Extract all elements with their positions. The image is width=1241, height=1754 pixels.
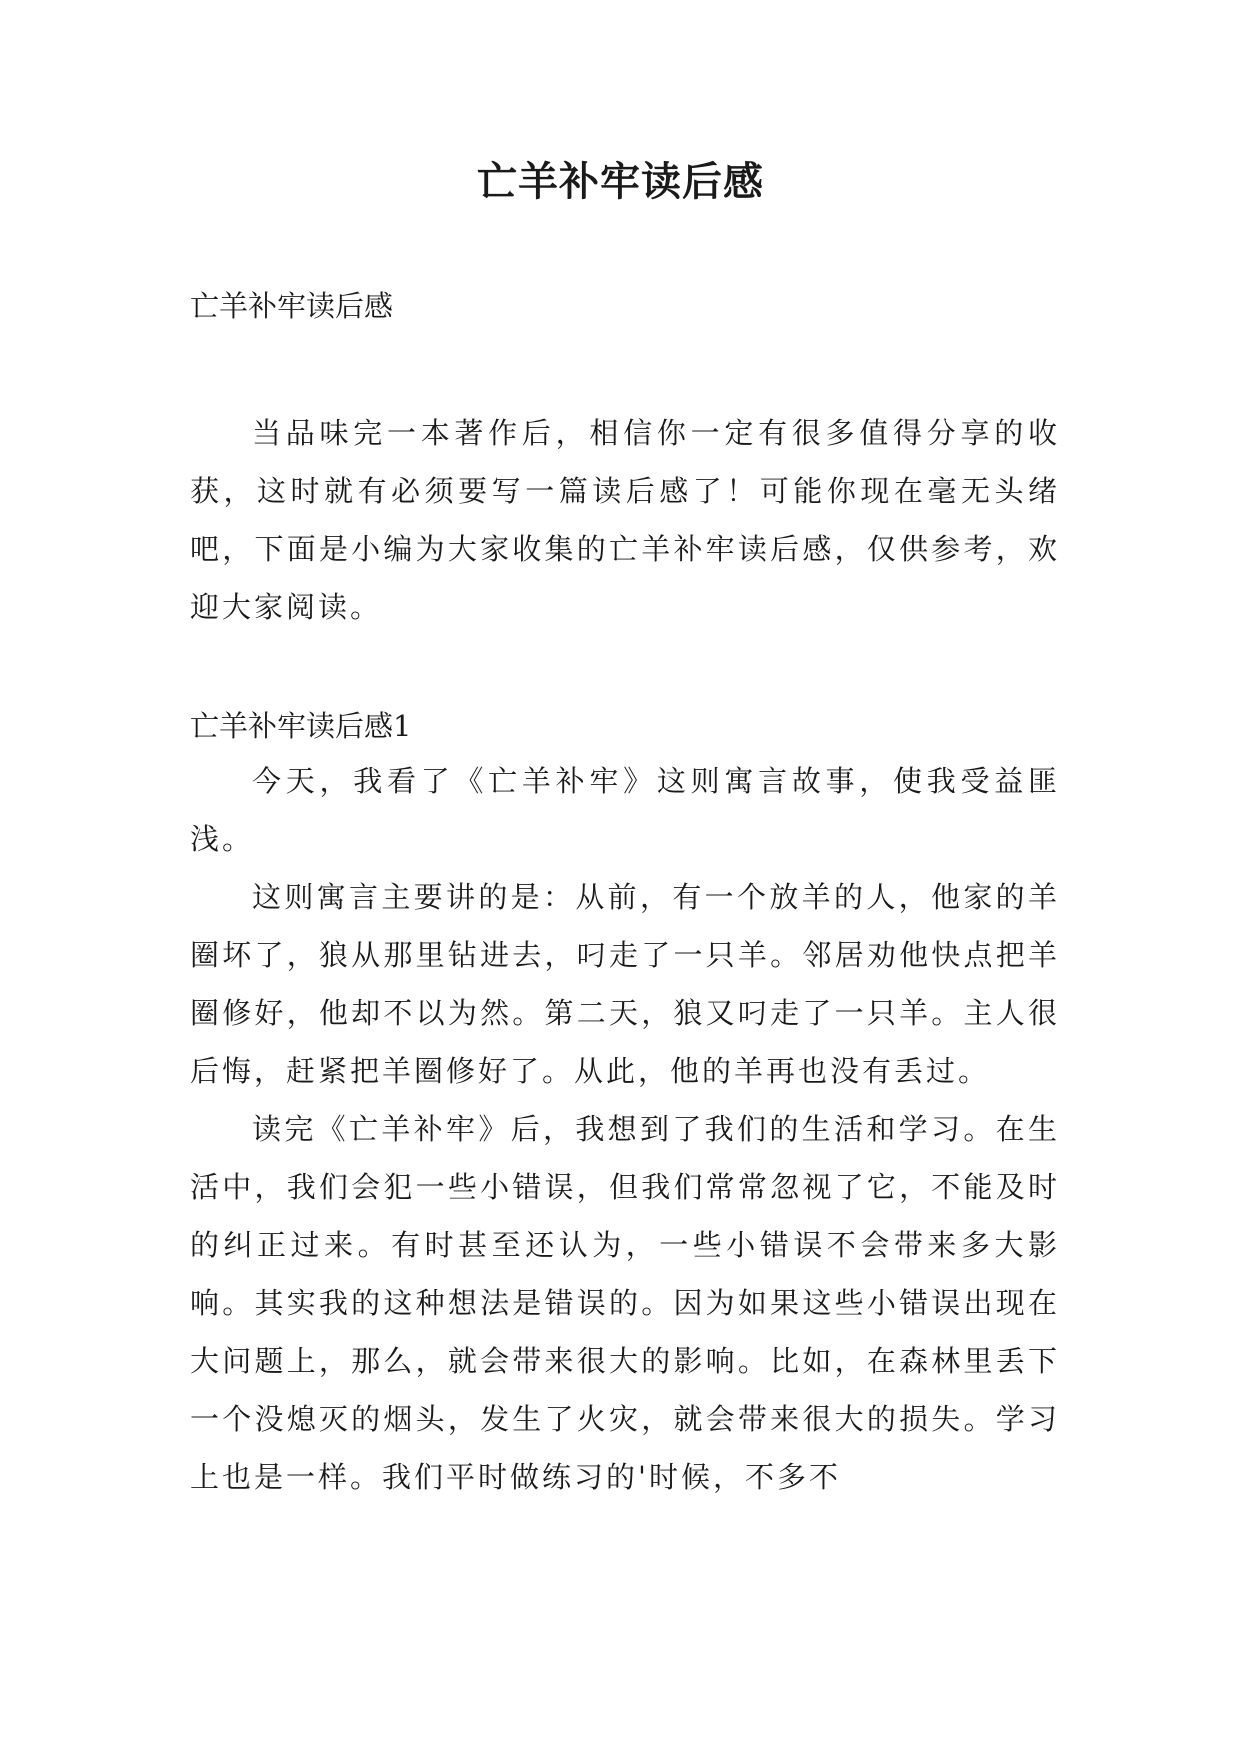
intro-block (190, 404, 1060, 636)
essay-body (190, 752, 1060, 1506)
document-subtitle: 亡羊补牢读后感 (190, 289, 394, 323)
essay-paragraph-1: 今天，我看了《亡羊补牢》这则寓言故事，使我受益匪浅。 (190, 764, 1060, 856)
intro-paragraph: 当品味完一本著作后，相信你一定有很多值得分享的收获，这时就有必须要写一篇读后感了！可能你现在毫无头绪吧，下面是小编为大家收集的亡羊补牢读后感，仅供参考，欢迎大家阅读。 (190, 416, 1060, 624)
essay-paragraph-2: 这则寓言主要讲的是：从前，有一个放羊的人，他家的羊圈坏了，狼从那里钻进去，叼走了一只羊。邻居劝他快点把羊圈修好，他却不以为然。第二天，狼又叼走了一只羊。主人很后悔，赶紧把羊圈修好了。从此，他的羊再也没有丢过。 (190, 880, 1060, 1088)
section-heading: 亡羊补牢读后感1 (190, 709, 412, 743)
essay-paragraph-3: 读完《亡羊补牢》后，我想到了我们的生活和学习。在生活中，我们会犯一些小错误，但我们常常忽视了它，不能及时的纠正过来。有时甚至还认为，一些小错误不会带来多大影响。其实我的这种想法是错误的。因为如果这些小错误出现在大问题上，那么，就会带来很大的影响。比如，在森林里丢下一个没熄灭的烟头，发生了火灾，就会带来很大的损失。学习上也是一样。我们平时做练习的'时候，不多不 (190, 1112, 1060, 1494)
document-title: 亡羊补牢读后感 (477, 158, 764, 205)
